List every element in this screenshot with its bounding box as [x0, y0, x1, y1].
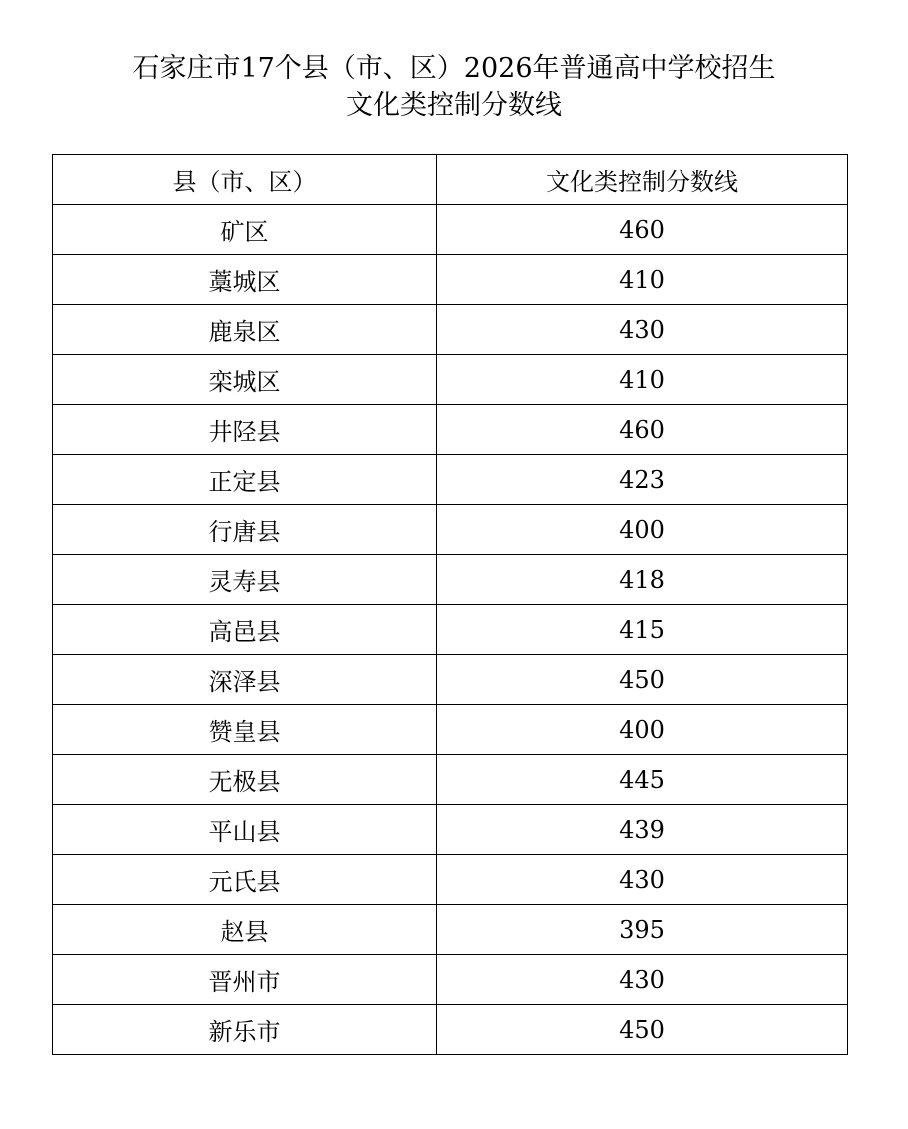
county-cell: 高邑县: [53, 605, 437, 655]
county-cell: 藁城区: [53, 255, 437, 305]
county-cell: 深泽县: [53, 655, 437, 705]
table-header-row: [53, 155, 848, 205]
score-cell: 418: [437, 555, 848, 605]
table-row: [53, 405, 848, 455]
county-cell: 赞皇县: [53, 705, 437, 755]
county-cell: 正定县: [53, 455, 437, 505]
table-row: [53, 955, 848, 1005]
score-cell: 445: [437, 755, 848, 805]
score-cell: 450: [437, 1005, 848, 1055]
county-cell: 矿区: [53, 205, 437, 255]
table-body: [53, 205, 848, 1055]
score-cell: 430: [437, 855, 848, 905]
table-row: [53, 305, 848, 355]
score-cell: 410: [437, 255, 848, 305]
table-row: [53, 355, 848, 405]
county-cell: 栾城区: [53, 355, 437, 405]
table-row: [53, 905, 848, 955]
table-row: [53, 1005, 848, 1055]
score-cell: 423: [437, 455, 848, 505]
county-cell: 平山县: [53, 805, 437, 855]
score-cell: 395: [437, 905, 848, 955]
table-row: [53, 255, 848, 305]
header-county: 县（市、区）: [53, 155, 437, 205]
score-cell: 400: [437, 505, 848, 555]
table-row: [53, 705, 848, 755]
score-cell: 450: [437, 655, 848, 705]
score-table: [52, 154, 848, 1055]
table-row: [53, 755, 848, 805]
county-cell: 行唐县: [53, 505, 437, 555]
county-cell: 新乐市: [53, 1005, 437, 1055]
county-cell: 井陉县: [53, 405, 437, 455]
header-score: 文化类控制分数线: [437, 155, 848, 205]
county-cell: 鹿泉区: [53, 305, 437, 355]
table-row: [53, 205, 848, 255]
document-title: [0, 50, 908, 124]
score-cell: 460: [437, 405, 848, 455]
table-row: [53, 455, 848, 505]
table-row: [53, 605, 848, 655]
score-cell: 460: [437, 205, 848, 255]
county-cell: 无极县: [53, 755, 437, 805]
table-row: [53, 855, 848, 905]
score-cell: 430: [437, 305, 848, 355]
table-row: [53, 555, 848, 605]
score-cell: 410: [437, 355, 848, 405]
score-cell: 439: [437, 805, 848, 855]
score-cell: 430: [437, 955, 848, 1005]
title-line-1: 石家庄市17个县（市、区）2026年普通高中学校招生: [132, 53, 776, 84]
table-row: [53, 505, 848, 555]
table-row: [53, 805, 848, 855]
score-cell: 415: [437, 605, 848, 655]
county-cell: 灵寿县: [53, 555, 437, 605]
county-cell: 元氏县: [53, 855, 437, 905]
score-cell: 400: [437, 705, 848, 755]
table-row: [53, 655, 848, 705]
county-cell: 赵县: [53, 905, 437, 955]
title-line-2: 文化类控制分数线: [346, 90, 562, 121]
county-cell: 晋州市: [53, 955, 437, 1005]
table-header: [53, 155, 848, 205]
